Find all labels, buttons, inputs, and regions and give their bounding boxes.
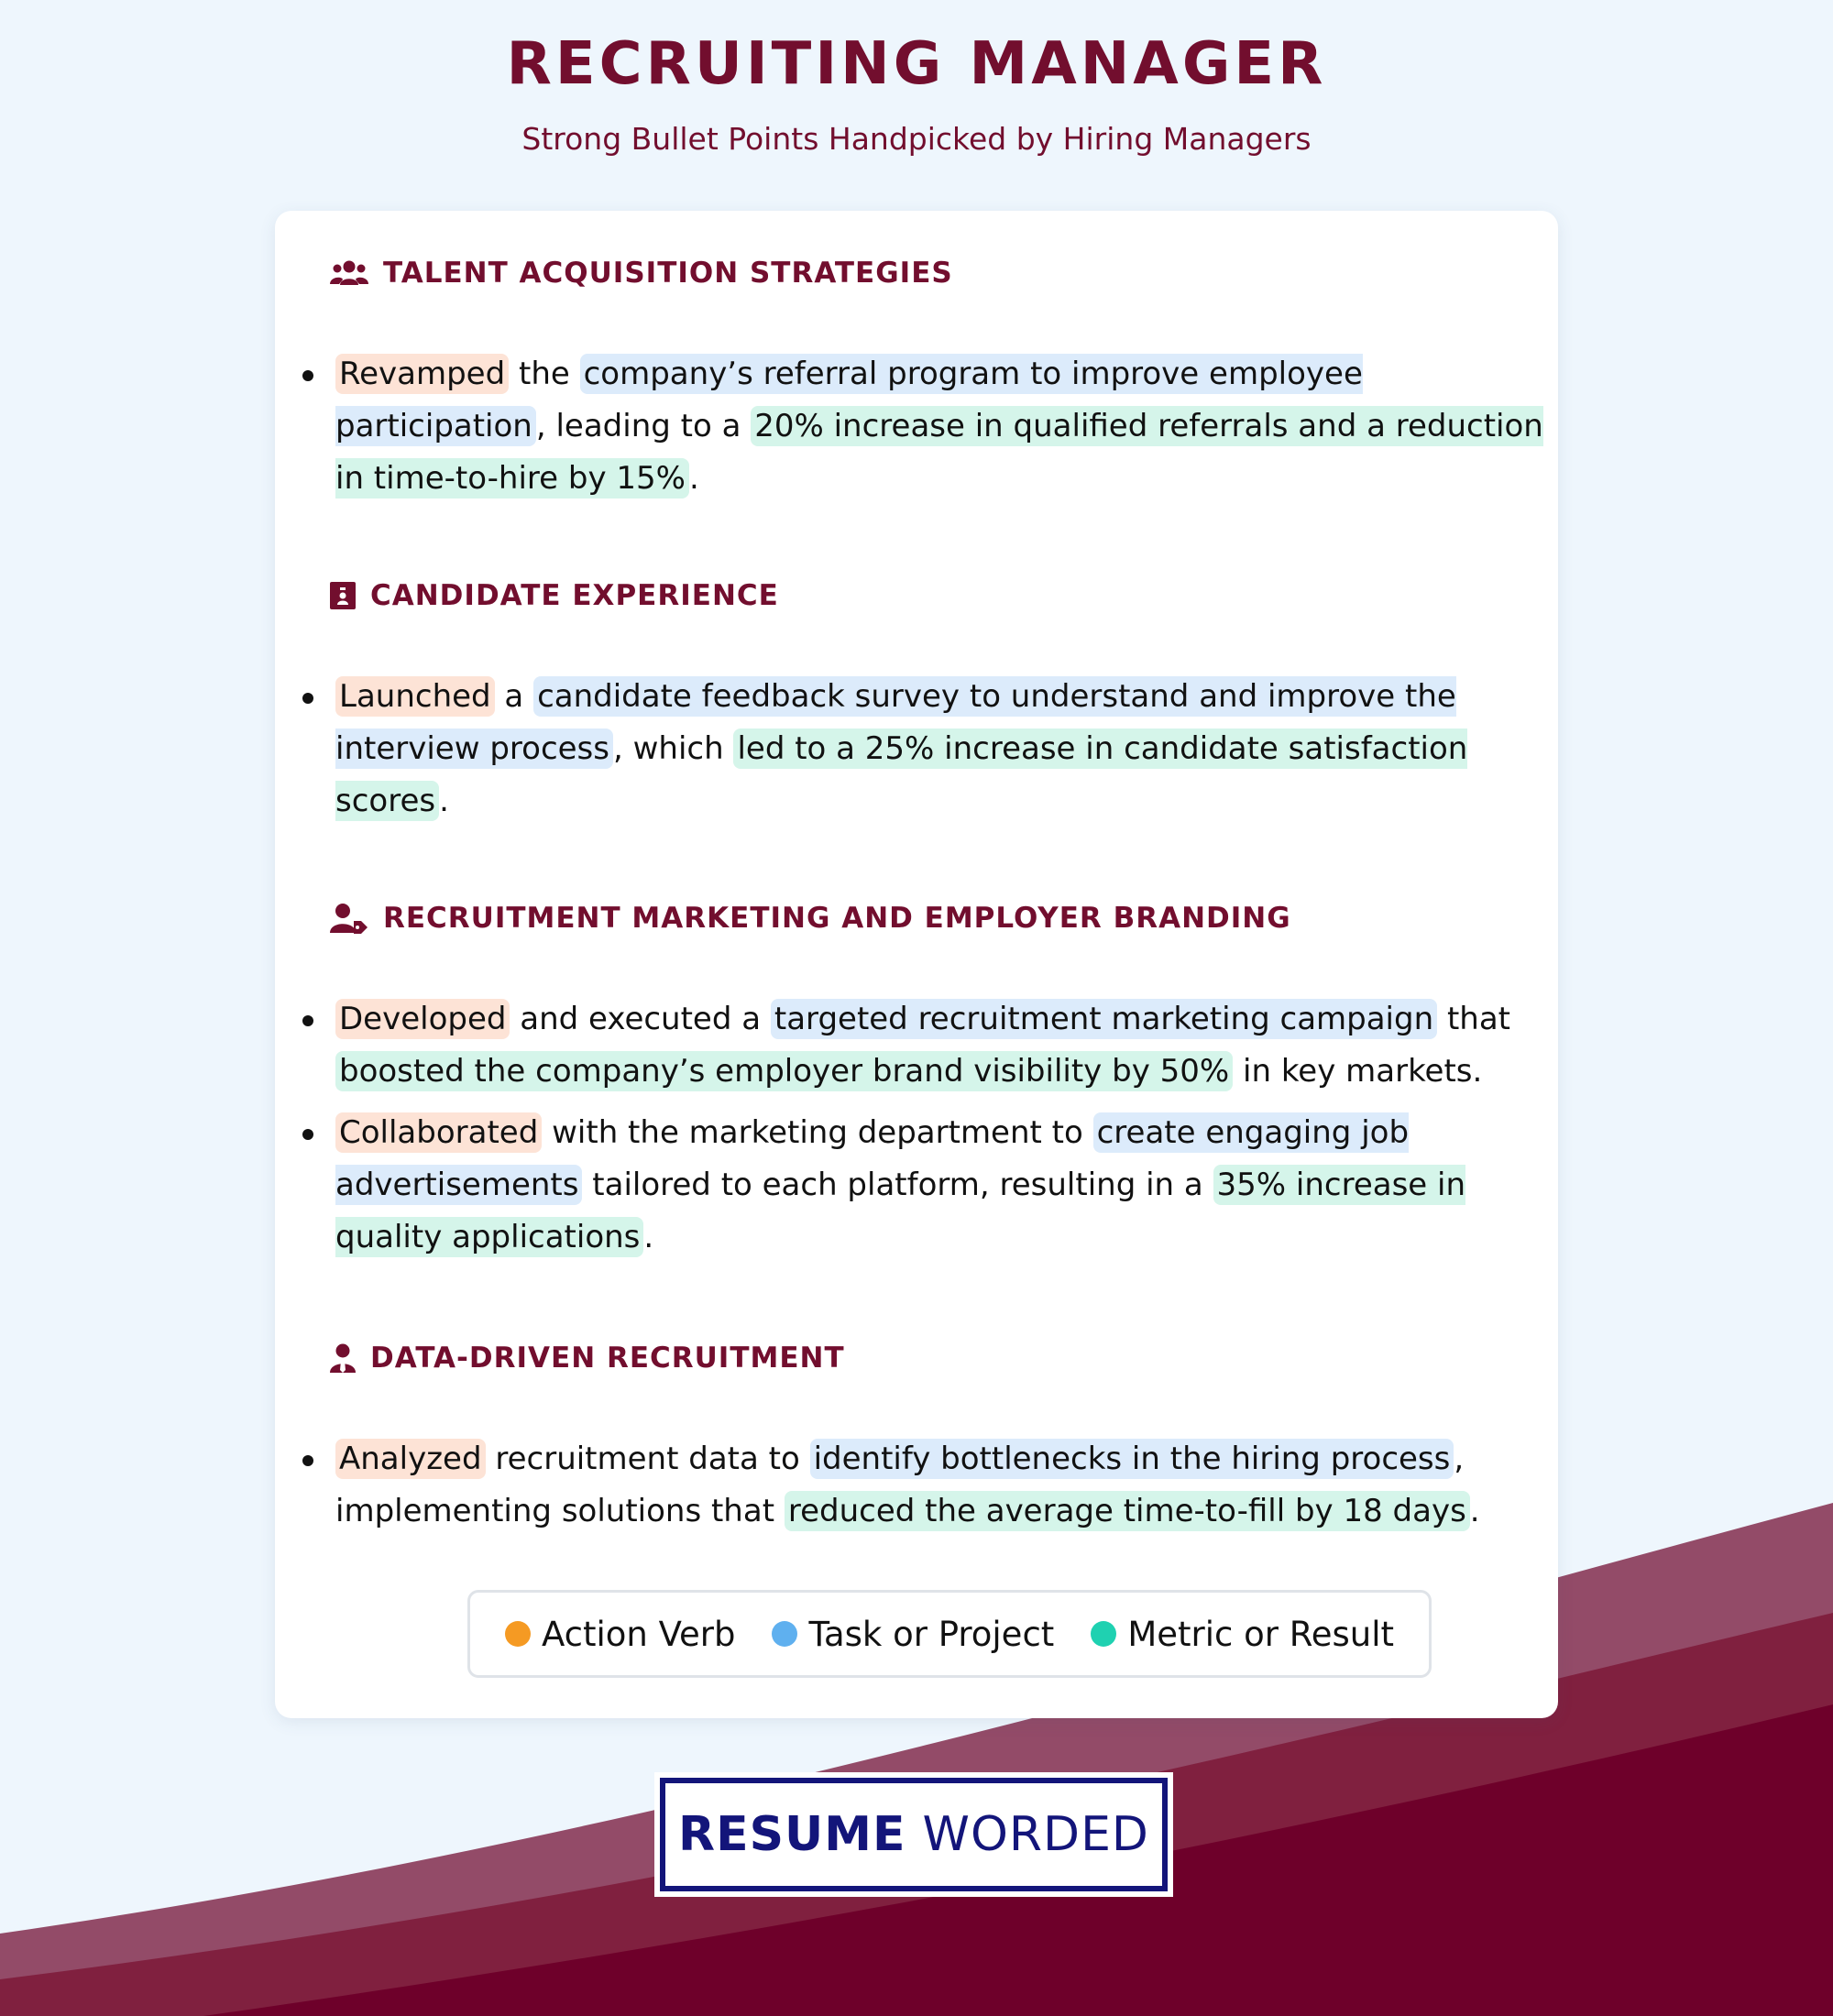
legend-task xyxy=(772,1615,1054,1654)
bullet-list xyxy=(330,993,1540,1264)
bullet-text: that xyxy=(1437,1001,1510,1037)
user-tag-icon xyxy=(330,900,370,937)
bullet-list xyxy=(330,1433,1540,1538)
action-verb: Analyzed xyxy=(335,1439,486,1479)
legend-metric xyxy=(1091,1615,1394,1654)
section-title: CANDIDATE EXPERIENCE xyxy=(370,579,779,612)
page-subtitle: Strong Bullet Points Handpicked by Hiring Managers xyxy=(521,121,1312,157)
legend-label: Task or Project xyxy=(808,1614,1055,1654)
metric-highlight: 20% increase in qualified referrals and a reduction in time-to-hire by 15% xyxy=(335,408,1543,497)
metric-highlight: boosted the company’s employer brand visibility by 50% xyxy=(335,1051,1233,1091)
bullet-text: , implementing solutions that xyxy=(335,1441,1465,1529)
task-highlight: targeted recruitment marketing campaign xyxy=(771,999,1437,1039)
task-highlight: identify bottlenecks in the hiring process xyxy=(810,1439,1454,1479)
action-verb: Revamped xyxy=(335,354,509,394)
bullet-item xyxy=(330,671,1545,827)
legend-label: Action Verb xyxy=(541,1614,736,1654)
legend-action-verb xyxy=(505,1615,736,1654)
section-talent-acquisition xyxy=(330,255,1543,514)
orange-dot-icon xyxy=(505,1621,531,1647)
blue-dot-icon xyxy=(772,1621,797,1647)
section-header xyxy=(330,255,1540,291)
users-icon xyxy=(330,255,370,291)
bullet-text: , which xyxy=(612,730,734,767)
bullet-text: . xyxy=(439,783,449,819)
action-verb: Launched xyxy=(335,676,495,717)
id-badge-icon xyxy=(330,577,357,614)
bullets-card xyxy=(275,211,1558,1718)
page-header xyxy=(0,27,1833,158)
bullet-item xyxy=(330,1107,1545,1264)
brand-name-light: WORDED xyxy=(922,1807,1149,1862)
bullet-item xyxy=(330,348,1545,505)
task-highlight: company’s referral program to improve employee participation xyxy=(335,356,1363,444)
highlight-legend xyxy=(467,1590,1432,1678)
bullet-text: in key markets. xyxy=(1233,1053,1483,1090)
section-header xyxy=(330,577,1540,614)
bullet-list xyxy=(330,671,1540,827)
section-header xyxy=(330,900,1540,937)
bullet-text: tailored to each platform, resulting in a xyxy=(582,1167,1213,1203)
bullet-text: . xyxy=(643,1219,654,1255)
bullet-text: recruitment data to xyxy=(485,1441,810,1477)
brand-logo[interactable] xyxy=(660,1778,1168,1891)
metric-highlight: led to a 25% increase in candidate satisfaction scores xyxy=(335,730,1468,819)
bullet-text: a xyxy=(494,678,534,715)
section-title: RECRUITMENT MARKETING AND EMPLOYER BRANDING xyxy=(383,902,1291,935)
teal-dot-icon xyxy=(1091,1621,1116,1647)
section-data-driven-recruitment xyxy=(330,1340,1540,1547)
page-title: RECRUITING MANAGER xyxy=(506,30,1327,98)
metric-highlight: reduced the average time-to-fill by 18 days xyxy=(785,1491,1470,1531)
section-title: DATA-DRIVEN RECRUITMENT xyxy=(370,1342,845,1375)
bullet-text: with the marketing department to xyxy=(542,1114,1093,1151)
section-title: TALENT ACQUISITION STRATEGIES xyxy=(383,257,953,290)
bullet-text: and executed a xyxy=(510,1001,771,1037)
bullet-text: . xyxy=(1469,1493,1480,1529)
section-header xyxy=(330,1340,1540,1376)
action-verb: Developed xyxy=(335,999,510,1039)
brand-name-bold: RESUME xyxy=(678,1807,906,1862)
bullet-text: the xyxy=(509,356,580,392)
section-recruitment-marketing xyxy=(330,900,1540,1273)
bullet-item xyxy=(330,1433,1545,1538)
bullet-text: . xyxy=(688,460,699,497)
bullet-list xyxy=(330,348,1543,505)
bullet-text: , leading to a xyxy=(535,408,752,444)
user-tie-icon xyxy=(330,1340,357,1376)
task-highlight: candidate feedback survey to understand and improve the interview process xyxy=(335,678,1456,767)
bullet-item xyxy=(330,993,1545,1098)
legend-label: Metric or Result xyxy=(1127,1614,1395,1654)
metric-highlight: 35% increase in quality applications xyxy=(335,1167,1466,1255)
section-candidate-experience xyxy=(330,577,1540,837)
task-highlight: create engaging job advertisements xyxy=(335,1114,1410,1203)
action-verb: Collaborated xyxy=(335,1112,542,1153)
